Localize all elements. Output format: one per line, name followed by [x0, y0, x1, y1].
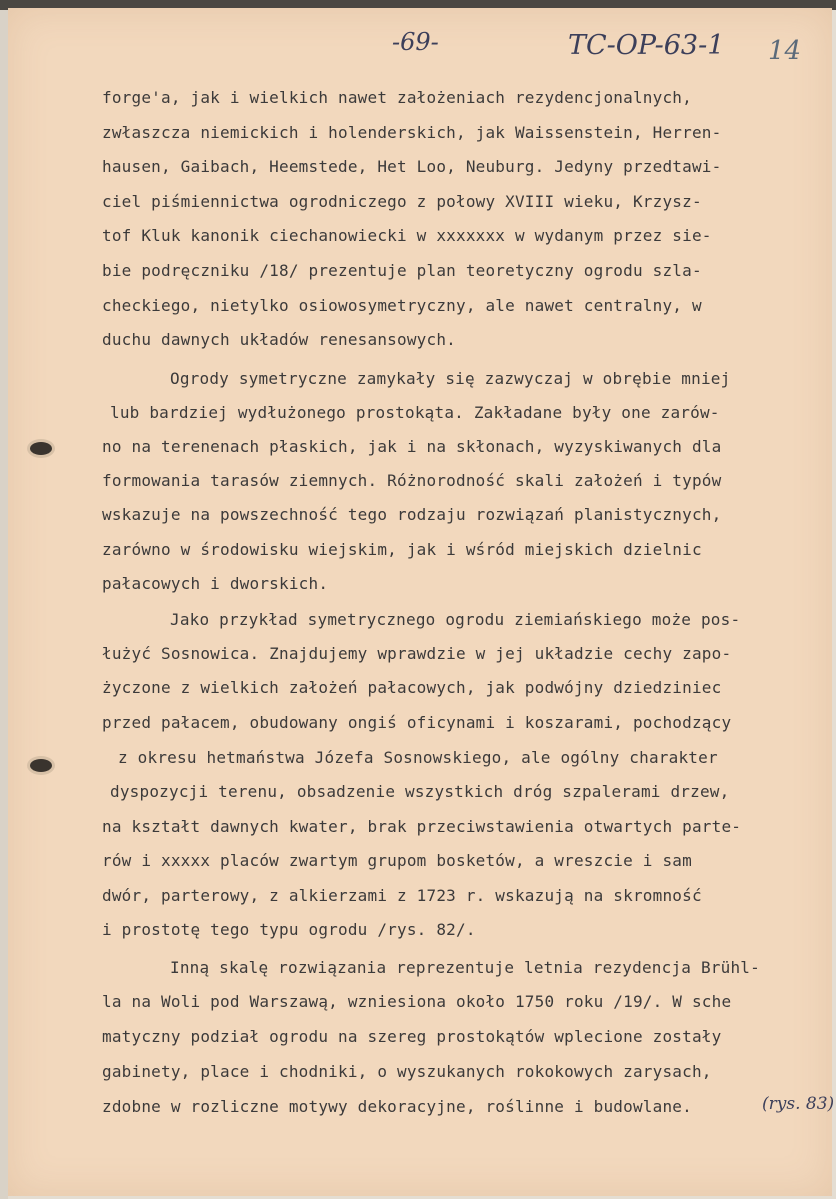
- text-line: hausen, Gaibach, Heemstede, Het Loo, Neuburg. Jedyny przedtawi-: [102, 157, 722, 176]
- document-page: [8, 8, 835, 1196]
- text-line: zdobne w rozliczne motywy dekoracyjne, roślinne i budowlane.: [102, 1097, 692, 1116]
- text-line: checkiego, nietylko osiowosymetryczny, ale nawet centralny, w: [102, 296, 702, 315]
- text-line: dyspozycji terenu, obsadzenie wszystkich dróg szpalerami drzew,: [110, 782, 730, 801]
- text-line: bie podręczniku /18/ prezentuje plan teoretyczny ogrodu szla-: [102, 261, 702, 280]
- text-line: forge'a, jak i wielkich nawet założeniach rezydencjonalnych,: [102, 88, 692, 107]
- text-line: dwór, parterowy, z alkierzami z 1723 r. wskazują na skromność: [102, 886, 702, 905]
- text-line: zarówno w środowisku wiejskim, jak i wśród miejskich dzielnic: [102, 540, 702, 559]
- text-line: lub bardziej wydłużonego prostokąta. Zakładane były one zarów-: [110, 403, 720, 422]
- text-line: wskazuje na powszechność tego rodzaju rozwiązań planistycznych,: [102, 505, 722, 524]
- text-line: życzone z wielkich założeń pałacowych, jak podwójny dziedziniec: [102, 678, 722, 697]
- text-line: formowania tarasów ziemnych. Różnorodność skali założeń i typów: [102, 471, 722, 490]
- text-line: duchu dawnych układów renesansowych.: [102, 330, 456, 349]
- text-line: la na Woli pod Warszawą, wzniesiona około 1750 roku /19/. W sche: [102, 992, 732, 1011]
- text-line: rów i xxxxx placów zwartym grupom bosketów, a wreszcie i sam: [102, 851, 692, 870]
- text-line: Inną skalę rozwiązania reprezentuje letnia rezydencja Brühl-: [170, 958, 760, 977]
- page-number: -69-: [392, 28, 439, 56]
- punch-hole: [30, 759, 52, 772]
- punch-hole: [30, 442, 52, 455]
- text-line: przed pałacem, obudowany ongiś oficynami i koszarami, pochodzący: [102, 713, 732, 732]
- text-line: z okresu hetmaństwa Józefa Sosnowskiego, ale ogólny charakter: [118, 748, 718, 767]
- archive-code: TC-OP-63-1: [568, 30, 725, 61]
- text-line: gabinety, place i chodniki, o wyszukanych rokokowych zarysach,: [102, 1062, 712, 1081]
- text-line: no na terenenach płaskich, jak i na skłonach, wyzyskiwanych dla: [102, 437, 722, 456]
- sheet-number: 14: [768, 36, 802, 66]
- text-line: ciel piśmiennictwa ogrodniczego z połowy XVIII wieku, Krzysz-: [102, 192, 702, 211]
- text-line: zwłaszcza niemickich i holenderskich, jak Waissenstein, Herren-: [102, 123, 722, 142]
- text-line: pałacowych i dworskich.: [102, 574, 329, 593]
- text-line: łużyć Sosnowica. Znajdujemy wprawdzie w jej układzie cechy zapo-: [102, 644, 732, 663]
- text-line: tof Kluk kanonik ciechanowiecki w xxxxxxx w wydanym przez sie-: [102, 226, 712, 245]
- text-line: na kształt dawnych kwater, brak przeciwstawienia otwartych parte-: [102, 817, 742, 836]
- text-line: Jako przykład symetrycznego ogrodu ziemiańskiego może pos-: [170, 610, 741, 629]
- scan-left-border: [0, 10, 8, 1199]
- text-line: i prostotę tego typu ogrodu /rys. 82/.: [102, 920, 476, 939]
- text-line: matyczny podział ogrodu na szereg prostokątów wplecione zostały: [102, 1027, 722, 1046]
- text-line: Ogrody symetryczne zamykały się zazwyczaj w obrębie mniej: [170, 369, 731, 388]
- handwritten-margin-note: (rys. 83): [762, 1094, 835, 1114]
